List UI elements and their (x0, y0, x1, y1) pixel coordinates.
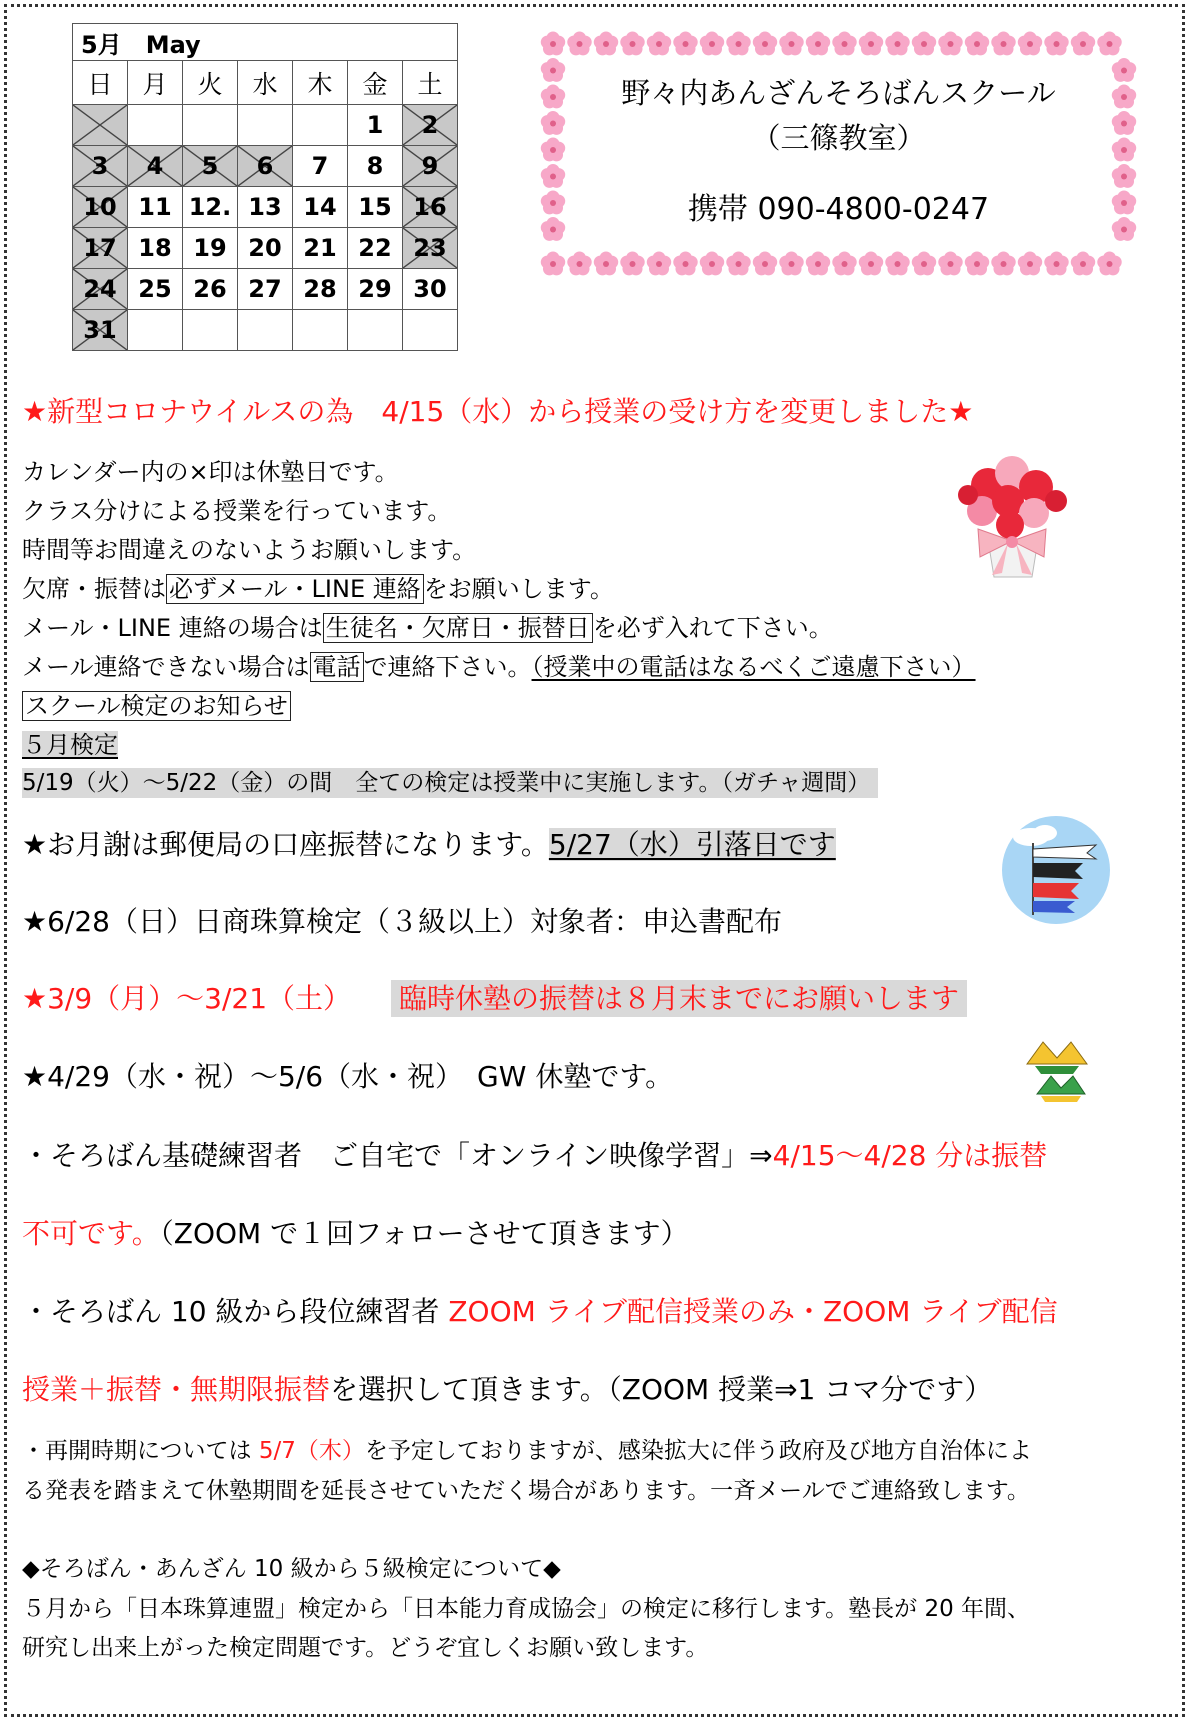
sakura-blossom (700, 252, 724, 276)
phone-underline: （授業中の電話はなるべくご遠慮下さい） (531, 653, 976, 681)
sakura-blossom (700, 32, 724, 56)
calendar-day (403, 187, 458, 228)
calendar-day (128, 105, 183, 146)
sakura-blossom (541, 252, 565, 276)
sakura-blossom (1018, 32, 1042, 56)
calendar-day-number: 12. (188, 193, 232, 221)
fee-line: ★お月謝は郵便局の口座振替になります。5/27（水）引落日です (22, 828, 836, 861)
calendar-day-number: 4 (146, 152, 164, 180)
calendar-day (293, 269, 348, 310)
exam-month-line (22, 725, 118, 760)
sakura-blossom (779, 32, 803, 56)
calendar-day (183, 228, 238, 269)
exam-change-line: ５月から「日本珠算連盟」検定から「日本能力育成協会」の検定に移行します。塾長が 20 年間、 (22, 1596, 1031, 1622)
calendar-day-number: 22 (358, 234, 392, 262)
calendar-day-number: 30 (413, 275, 447, 303)
reopen-line: ・再開時期については 5/7（木）を予定しておりますが、感染拡大に伴う政府及び地方自治体によ (22, 1438, 1032, 1464)
sakura-blossom (620, 252, 644, 276)
calendar-day (238, 228, 293, 269)
calendar-day-number: 8 (366, 152, 384, 180)
school-info-box (537, 28, 1140, 280)
calendar-day-number: 9 (421, 152, 439, 180)
calendar-day-number: 23 (413, 234, 447, 262)
sakura-blossom (1071, 252, 1095, 276)
absence-line: 欠席・振替は 必ずメール・LINE 連絡 をお願いします。 (22, 575, 614, 603)
notice-line: カレンダー内の×印は休塾日です。 (22, 458, 399, 486)
calendar-day (183, 269, 238, 310)
sakura-blossom (726, 32, 750, 56)
sakura-blossom (885, 252, 909, 276)
notice-line: クラス分けによる授業を行っています。 (22, 497, 452, 525)
calendar-day (73, 310, 128, 351)
calendar-day-number: 5 (201, 152, 219, 180)
calendar-day-number: 7 (311, 152, 329, 180)
weekday-header: 月 (128, 61, 183, 105)
makeup-highlight: 臨時休塾の振替は８月末までにお願いします (391, 980, 967, 1017)
calendar-day-number: 16 (413, 193, 447, 221)
sakura-blossom (1044, 252, 1068, 276)
calendar-day (238, 187, 293, 228)
calendar-day (128, 269, 183, 310)
sakura-blossom (726, 252, 750, 276)
sakura-blossom (912, 32, 936, 56)
notice-line: 時間等お間違えのないようお願いします。 (22, 536, 477, 564)
calendar-day (128, 146, 183, 187)
sakura-blossom (991, 252, 1015, 276)
calendar-day (128, 228, 183, 269)
sakura-blossom (1097, 32, 1121, 56)
corona-headline: ★新型コロナウイルスの為 4/15（水）から授業の受け方を変更しました★ (22, 395, 974, 428)
calendar-day (403, 146, 458, 187)
calendar-day (348, 228, 403, 269)
reopen-line-2: る発表を踏まえて休塾期間を延長させていただく場合があります。一斉メールでご連絡致します。 (22, 1478, 1030, 1504)
fee-date: 5/27（水）引落日です (548, 828, 836, 861)
calendar-day (348, 310, 403, 351)
calendar-day-number: 11 (138, 193, 172, 221)
phone-line: メール連絡できない場合は 電話 で連絡下さい。（授業中の電話はなるべくご遠慮下さい） (22, 653, 976, 681)
calendar-day (293, 187, 348, 228)
calendar-day-number: 3 (91, 152, 109, 180)
calendar-day (183, 187, 238, 228)
sakura-blossom (938, 32, 962, 56)
calendar-day (183, 146, 238, 187)
exam-period-line (22, 764, 878, 797)
calendar-day (183, 105, 238, 146)
sakura-blossom (832, 252, 856, 276)
school-phone: 携帯 090-4800-0247 (687, 192, 990, 227)
sakura-blossom (1044, 32, 1068, 56)
calendar-day (73, 105, 128, 146)
calendar-day-number: 10 (83, 193, 117, 221)
calendar-day (403, 228, 458, 269)
sakura-blossom (541, 32, 565, 56)
sakura-blossom (965, 252, 989, 276)
calendar-day (348, 187, 403, 228)
calendar-day (73, 269, 128, 310)
calendar-day-number: 27 (248, 275, 282, 303)
calendar-day-number: 26 (193, 275, 227, 303)
calendar-day-number: 14 (303, 193, 337, 221)
calendar-day (73, 228, 128, 269)
calendar-day (73, 146, 128, 187)
calendar-day (403, 310, 458, 351)
weekday-header: 木 (293, 61, 348, 105)
weekday-header: 土 (403, 61, 458, 105)
sakura-blossom (673, 252, 697, 276)
adv-line-2: 授業＋振替・無期限振替を選択して頂きます。（ZOOM 授業⇒1 コマ分です） (22, 1373, 993, 1406)
calendar-day-number: 21 (303, 234, 337, 262)
calendar-day-number: 15 (358, 193, 392, 221)
sakura-blossom (647, 32, 671, 56)
mail-line: メール・LINE 連絡の場合は 生徒名・欠席日・振替日 を必ず入れて下さい。 (22, 614, 833, 642)
calendar-title: 5月 May (73, 24, 458, 61)
carnation-bouquet-icon (948, 445, 1078, 585)
sakura-blossom (859, 252, 883, 276)
sakura-blossom (673, 32, 697, 56)
sakura-blossom (832, 32, 856, 56)
calendar-day (293, 146, 348, 187)
koinobori-icon (1001, 815, 1111, 925)
calendar-day (403, 105, 458, 146)
makeup-line: ★3/9（月）～3/21（土） 臨時休塾の振替は８月末までにお願いします (22, 977, 967, 1017)
calendar-day-number: 17 (83, 234, 117, 262)
weekday-header: 水 (238, 61, 293, 105)
calendar-day-number: 2 (421, 111, 439, 139)
sakura-blossom (753, 32, 777, 56)
sakura-blossom (1018, 252, 1042, 276)
calendar-day (238, 310, 293, 351)
calendar-day (73, 187, 128, 228)
sakura-blossom (753, 252, 777, 276)
calendar-day (238, 146, 293, 187)
phone-boxed: 電話 (310, 652, 364, 682)
calendar-day (183, 310, 238, 351)
sakura-blossom (912, 252, 936, 276)
calendar-day-number: 13 (248, 193, 282, 221)
weekday-header: 金 (348, 61, 403, 105)
sakura-blossom (779, 252, 803, 276)
basic-line-2: 不可です。（ZOOM で１回フォローさせて頂きます） (22, 1217, 689, 1250)
sakura-blossom (1071, 32, 1095, 56)
calendar-day (128, 310, 183, 351)
calendar-day-number: 24 (83, 275, 117, 303)
exam-month: ５月検定 (22, 731, 118, 759)
basic-line: ・そろばん基礎練習者 ご自宅で「オンライン映像学習」⇒4/15～4/28 分は振替 (22, 1139, 1048, 1172)
sakura-blossom (567, 252, 591, 276)
calendar-day (348, 105, 403, 146)
weekday-header: 日 (73, 61, 128, 105)
calendar-day-number: 6 (256, 152, 274, 180)
weekday-header: 火 (183, 61, 238, 105)
exam-change-line-2: 研究し出来上がった検定問題です。どうぞ宜しくお願い致します。 (22, 1635, 709, 1661)
calendar-day-number: 20 (248, 234, 282, 262)
sakura-blossom (859, 32, 883, 56)
sakura-blossom (620, 32, 644, 56)
gw-line: ★4/29（水・祝）～5/6（水・祝） GW 休塾です。 (22, 1060, 674, 1093)
calendar-day (348, 269, 403, 310)
calendar-day-number: 25 (138, 275, 172, 303)
kabuto-icon (1021, 1036, 1093, 1108)
sakura-blossom (885, 32, 909, 56)
calendar-day-number: 1 (366, 111, 384, 139)
calendar-day-number: 28 (303, 275, 337, 303)
sakura-blossom (965, 32, 989, 56)
may-calendar (72, 23, 458, 351)
calendar-day-number: 19 (193, 234, 227, 262)
calendar-day-number: 18 (138, 234, 172, 262)
sakura-blossom (1097, 252, 1121, 276)
school-branch: （三篠教室） (751, 121, 926, 155)
sakura-blossom (594, 32, 618, 56)
sakura-blossom (991, 32, 1015, 56)
school-name: 野々内あんざんそろばんスクール (621, 76, 1056, 110)
absence-boxed: 必ずメール・LINE 連絡 (166, 574, 424, 604)
sakura-blossom (594, 252, 618, 276)
exam-628-line: ★6/28（日）日商珠算検定（３級以上）対象者：申込書配布 (22, 905, 782, 938)
calendar-day (128, 187, 183, 228)
sakura-blossom (806, 32, 830, 56)
exam-change-title: ◆そろばん・あんざん 10 級から５級検定について◆ (22, 1556, 561, 1582)
calendar-day (293, 310, 348, 351)
calendar-day (293, 105, 348, 146)
calendar-day-number: 29 (358, 275, 392, 303)
sakura-blossom (938, 252, 962, 276)
exam-notice-line (22, 686, 291, 721)
exam-notice-boxed: スクール検定のお知らせ (22, 691, 291, 721)
exam-period: 5/19（火）～5/22（金）の間 全ての検定は授業中に実施します。（ガチャ週間） (22, 768, 878, 798)
sakura-blossom (567, 32, 591, 56)
mail-boxed: 生徒名・欠席日・振替日 (323, 613, 593, 643)
calendar-day (238, 105, 293, 146)
calendar-day (348, 146, 403, 187)
calendar-day-number: 31 (83, 316, 117, 344)
sakura-blossom (806, 252, 830, 276)
calendar-day (293, 228, 348, 269)
calendar-day (238, 269, 293, 310)
adv-line: ・そろばん 10 級から段位練習者 ZOOM ライブ配信授業のみ・ZOOM ライブ配信 (22, 1295, 1058, 1328)
calendar-day (403, 269, 458, 310)
sakura-blossom (647, 252, 671, 276)
